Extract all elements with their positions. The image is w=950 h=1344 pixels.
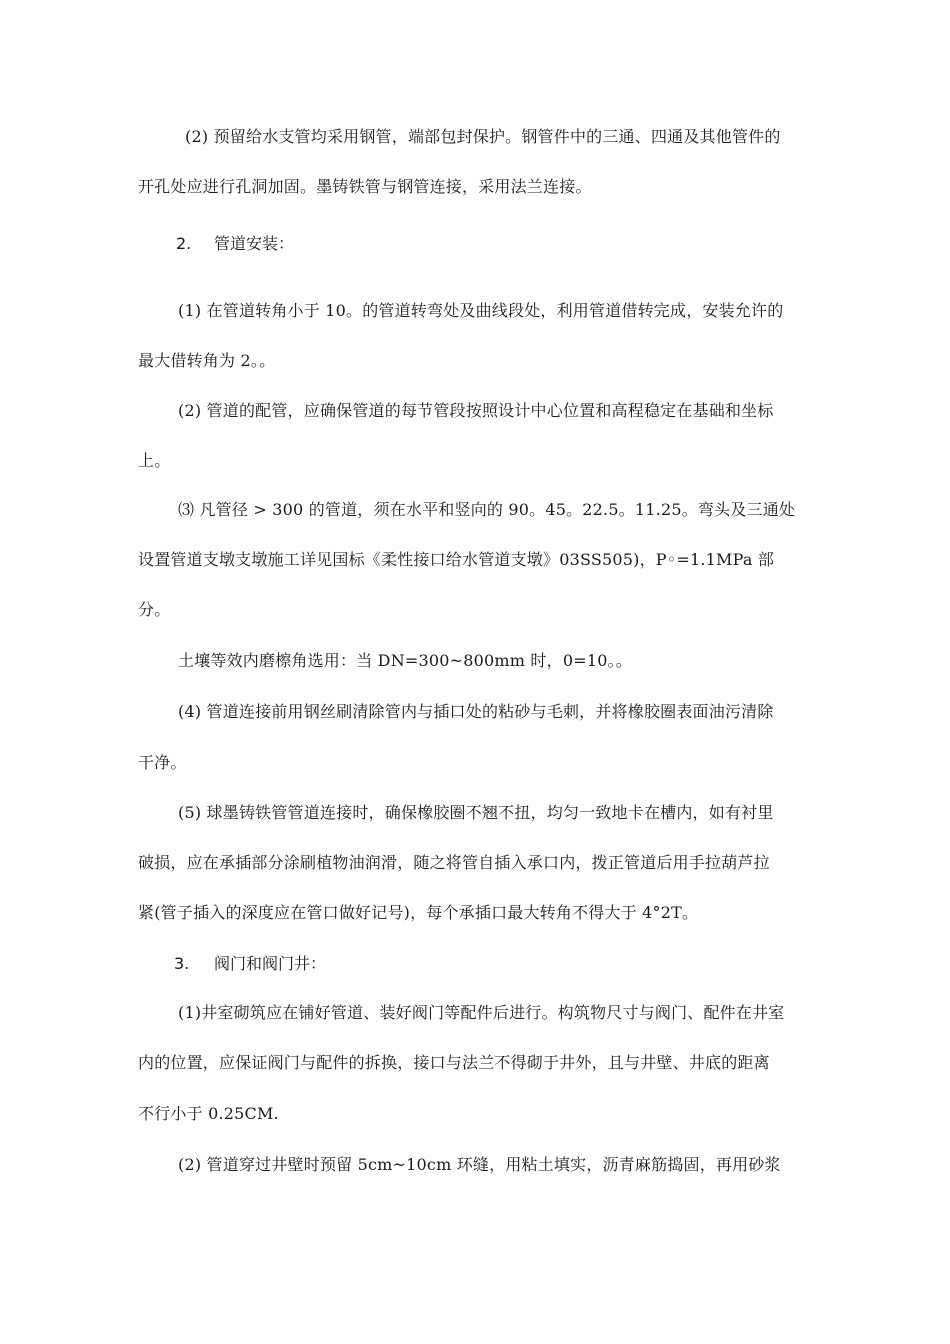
paragraph-line: ⑶ 凡管径 > 300 的管道，须在水平和竖向的 90。45。22.5。11.25。弯头及三通处 — [178, 500, 796, 519]
paragraph-line: 破损，应在承插部分涂刷植物油润滑，随之将管自插入承口内，拨正管道后用手拉葫芦拉 — [138, 853, 770, 872]
paragraph-line: 设置管道支墩支墩施工详见国标《柔性接口给水管道支墩》03SS505)，P◦=1.1MPa 部 — [138, 550, 775, 569]
paragraph-line: (2) 预留给水支管均采用钢管，端部包封保护。钢管件中的三通、四通及其他管件的 — [185, 127, 781, 146]
paragraph-line: 开孔处应进行孔洞加固。墨铸铁管与钢管连接，采用法兰连接。 — [138, 177, 592, 196]
paragraph-line: 上。 — [138, 451, 171, 470]
paragraph-line: (2) 管道的配管，应确保管道的每节管段按照设计中心位置和高程稳定在基础和坐标 — [178, 401, 774, 420]
paragraph-line: 干净。 — [138, 753, 187, 772]
paragraph-line: (5) 球墨铸铁管管道连接时，确保橡胶圈不翘不扭，均匀一致地卡在槽内，如有衬里 — [178, 803, 774, 822]
paragraph-line: (4) 管道连接前用钢丝刷清除管内与插口处的粘砂与毛刺，并将橡胶圈表面油污清除 — [178, 702, 774, 721]
section-number: 3. — [174, 954, 190, 973]
paragraph-line: 内的位置，应保证阀门与配件的拆换，接口与法兰不得砌于井外，且与井壁、井底的距离 — [138, 1053, 770, 1072]
section-title: 管道安装： — [214, 234, 295, 253]
paragraph-line: 紧(管子插入的深度应在管口做好记号)，每个承插口最大转角不得大于 4°2T。 — [138, 903, 699, 922]
paragraph-line: 不行小于 0.25CM. — [138, 1104, 279, 1123]
paragraph-line: 土壤等效内磨檫角选用：当 DN=300~800mm 时，0=10。。 — [178, 651, 632, 670]
paragraph-line: (1)井室砌筑应在铺好管道、装好阀门等配件后进行。构筑物尺寸与阀门、配件在井室 — [178, 1003, 785, 1022]
paragraph-line: (2) 管道穿过井壁时预留 5cm~10cm 环缝，用粘土填实，沥青麻筋捣固，再用砂浆 — [178, 1155, 781, 1174]
paragraph-line: (1) 在管道转角小于 10。的管道转弯处及曲线段处，利用管道借转完成，安装允许的 — [178, 301, 784, 320]
section-number: 2. — [176, 234, 192, 253]
section-title: 阀门和阀门井： — [214, 954, 327, 973]
paragraph-line: 最大借转角为 2。。 — [138, 351, 276, 370]
paragraph-line: 分。 — [138, 600, 171, 619]
